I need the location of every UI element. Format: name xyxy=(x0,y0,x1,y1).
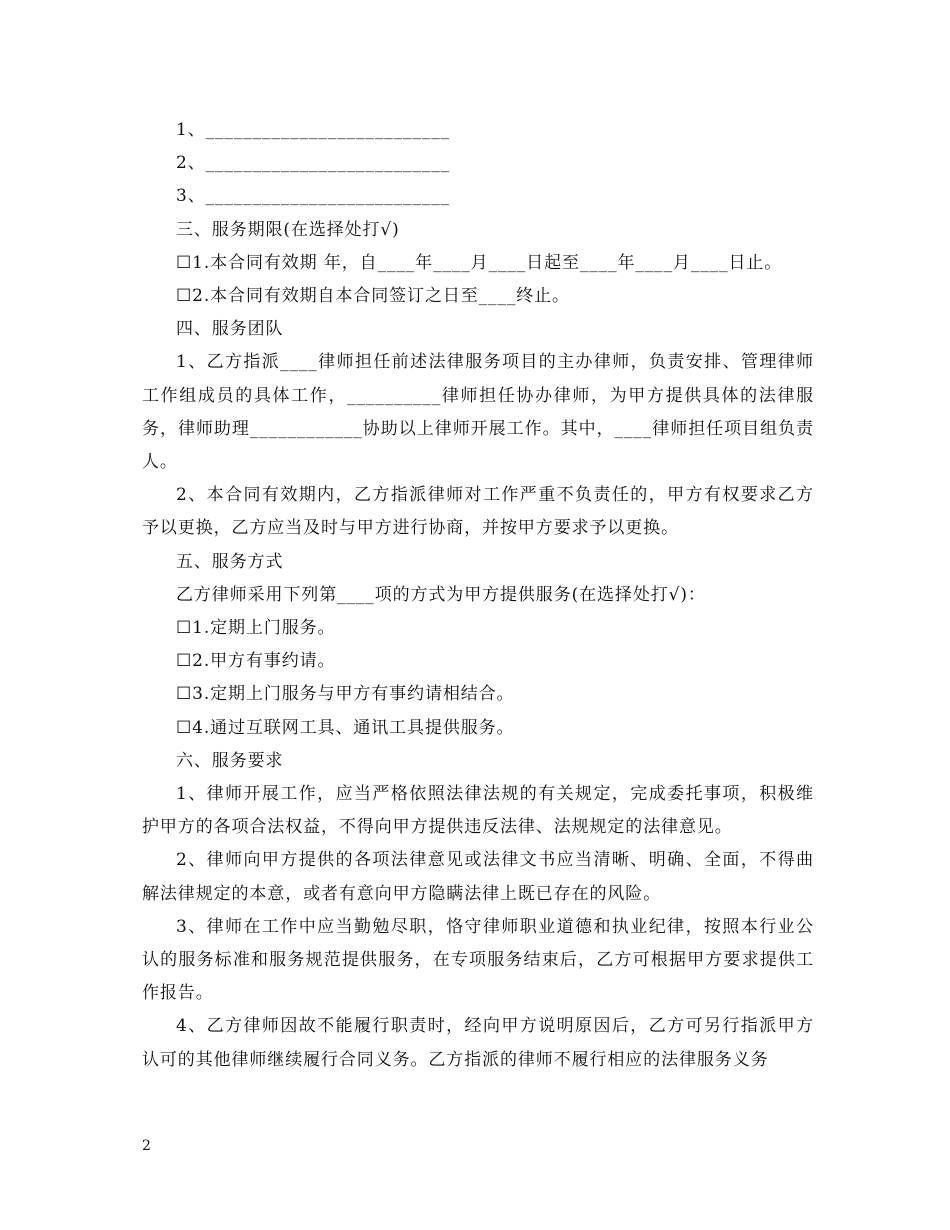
checkbox-option: ☐1.本合同有效期 年，自____年____月____日起至____年____月____日止。 xyxy=(176,252,783,273)
paragraph: 1、律师开展工作，应当严格依照法律法规的有关规定，完成委托事项，积极维护甲方的各项合法权益，不得向甲方提供违反法律、法规规定的法律意见。 xyxy=(142,784,814,838)
section-heading: 六、服务要求 xyxy=(176,750,284,771)
paragraph: 3、__________________________ xyxy=(176,186,451,207)
paragraph: 2、__________________________ xyxy=(176,153,451,174)
paragraph: 4、乙方律师因故不能履行职责时，经向甲方说明原因后，乙方可另行指派甲方认可的其他律师继续履行合同义务。乙方指派的律师不履行相应的法律服务义务 xyxy=(142,1016,814,1070)
section-heading: 四、服务团队 xyxy=(176,319,284,340)
paragraph: 3、律师在工作中应当勤勉尽职，恪守律师职业道德和执业纪律，按照本行业公认的服务标准和服务规范提供服务，在专项服务结束后，乙方可根据甲方要求提供工作报告。 xyxy=(142,916,814,1004)
paragraph: 2、律师向甲方提供的各项法律意见或法律文书应当清晰、明确、全面，不得曲解法律规定的本意，或者有意向甲方隐瞒法律上既已存在的风险。 xyxy=(142,850,814,904)
checkbox-option: ☐2.甲方有事约请。 xyxy=(176,651,336,672)
page-number: 2 xyxy=(142,1138,151,1154)
paragraph: 1、乙方指派____律师担任前述法律服务项目的主办律师，负责安排、管理律师工作组成员的具体工作，__________律师担任协办律师，为甲方提供具体的法律服务，律师助理____________协助以上律师开展工作。其中，____律师担任项目组负责人。 xyxy=(142,352,814,473)
section-heading: 五、服务方式 xyxy=(176,551,284,572)
paragraph: 乙方律师采用下列第____项的方式为甲方提供服务(在选择处打√)： xyxy=(176,584,706,605)
checkbox-option: ☐1.定期上门服务。 xyxy=(176,618,336,639)
paragraph: 2、本合同有效期内，乙方指派律师对工作严重不负责任的，甲方有权要求乙方予以更换，乙方应当及时与甲方进行协商，并按甲方要求予以更换。 xyxy=(142,485,814,539)
checkbox-option: ☐4.通过互联网工具、通讯工具提供服务。 xyxy=(176,717,515,738)
paragraph: 1、__________________________ xyxy=(176,120,451,140)
section-heading: 三、服务期限(在选择处打√) xyxy=(176,219,400,240)
checkbox-option: ☐2.本合同有效期自本合同签订之日至____终止。 xyxy=(176,286,570,307)
document-body xyxy=(142,114,814,1077)
checkbox-option: ☐3.定期上门服务与甲方有事约请相结合。 xyxy=(176,684,515,705)
